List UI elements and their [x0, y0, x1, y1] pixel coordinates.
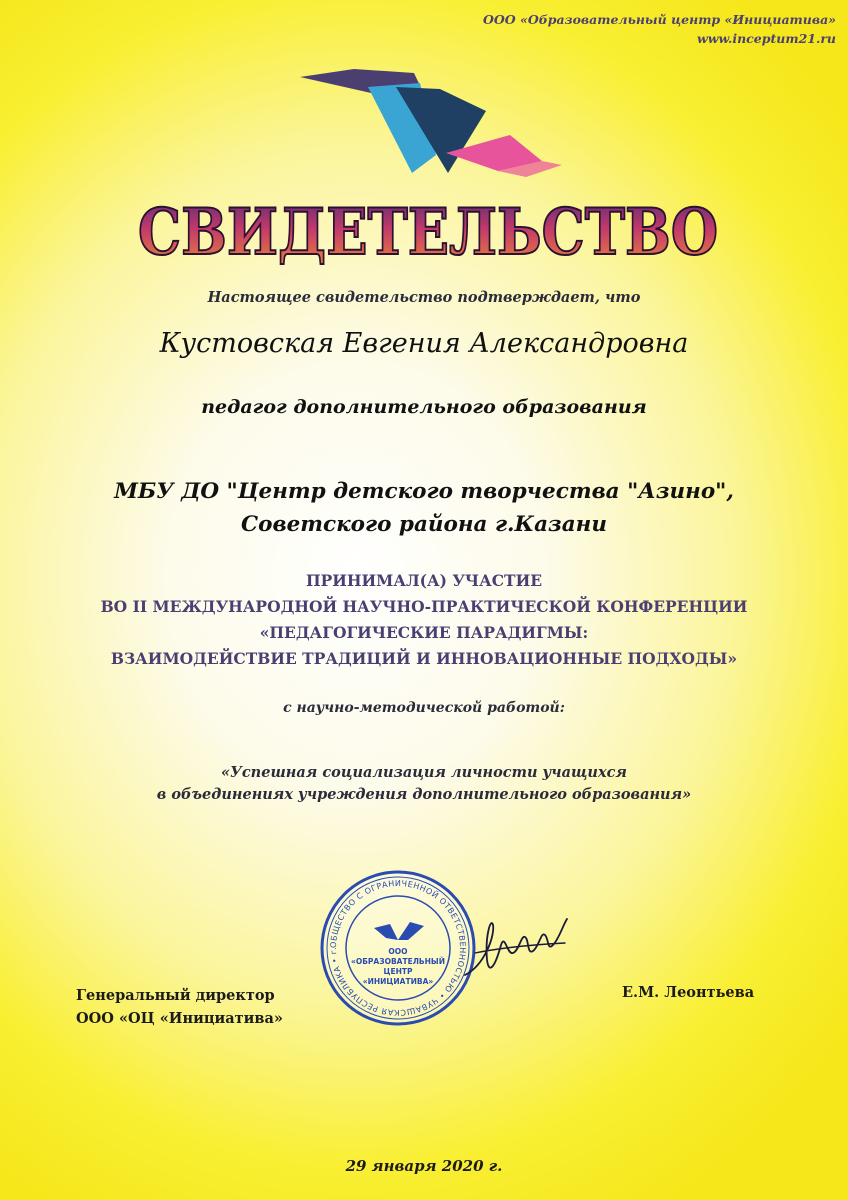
stamp-center-line: ЦЕНТР: [383, 967, 413, 976]
issuer-header: [483, 10, 836, 48]
open-book-icon: [296, 65, 576, 184]
official-stamp: [318, 868, 478, 1032]
recipient-name: Кустовская Евгения Александровна: [159, 328, 689, 359]
issuer-name: ООО «Образовательный центр «Инициатива»: [483, 12, 836, 27]
participation-line: «ПЕДАГОГИЧЕСКИЕ ПАРАДИГМЫ:: [259, 623, 589, 642]
work-label: с научно-методической работой:: [283, 700, 565, 716]
participation-line: ВО II МЕЖДУНАРОДНОЙ НАУЧНО-ПРАКТИЧЕСКОЙ КОНФЕРЕНЦИИ: [100, 597, 748, 616]
signatory-title-line: ООО «ОЦ «Инициатива»: [76, 1010, 283, 1027]
organization-line: МБУ ДО "Центр детского творчества "Азино",: [114, 479, 734, 504]
stamp-center-line: ООО: [388, 947, 408, 956]
certificate-title-text: СВИДЕТЕЛЬСТВО: [138, 195, 718, 270]
signatory-name: Е.М. Леонтьева: [622, 984, 755, 1001]
certificate-subtitle: Настоящее свидетельство подтверждает, что: [207, 289, 641, 306]
organization-line: Советского района г.Казани: [241, 512, 607, 537]
issuer-website: www.inceptum21.ru: [696, 31, 836, 46]
work-title: [0, 762, 848, 806]
participation-line: ВЗАИМОДЕЙСТВИЕ ТРАДИЦИЙ И ИННОВАЦИОННЫЕ ПОДХОДЫ»: [110, 649, 738, 668]
stamp-ring-text: ОБЩЕСТВО С ОГРАНИЧЕННОЙ ОТВЕТСТВЕННОСТЬЮ • ЧУВАШСКАЯ РЕСПУБЛИКА • г.: [328, 878, 468, 1018]
participation-block: [0, 568, 848, 672]
recipient-organization: [0, 475, 848, 541]
work-title-line: в объединениях учреждения дополнительного образования»: [156, 786, 692, 803]
issue-date: 29 января 2020 г.: [345, 1157, 503, 1175]
recipient-position: педагог дополнительного образования: [201, 396, 647, 418]
work-title-line: «Успешная социализация личности учащихся: [221, 764, 627, 781]
certificate-title: [0, 180, 848, 275]
stamp-center-line: «ОБРАЗОВАТЕЛЬНЫЙ: [351, 957, 445, 966]
signatory-title: [76, 984, 283, 1030]
participation-line: ПРИНИМАЛ(А) УЧАСТИЕ: [305, 571, 543, 590]
handwritten-signature: [455, 905, 575, 989]
stamp-center-line: «ИНИЦИАТИВА»: [362, 977, 434, 986]
signatory-title-line: Генеральный директор: [76, 987, 275, 1004]
